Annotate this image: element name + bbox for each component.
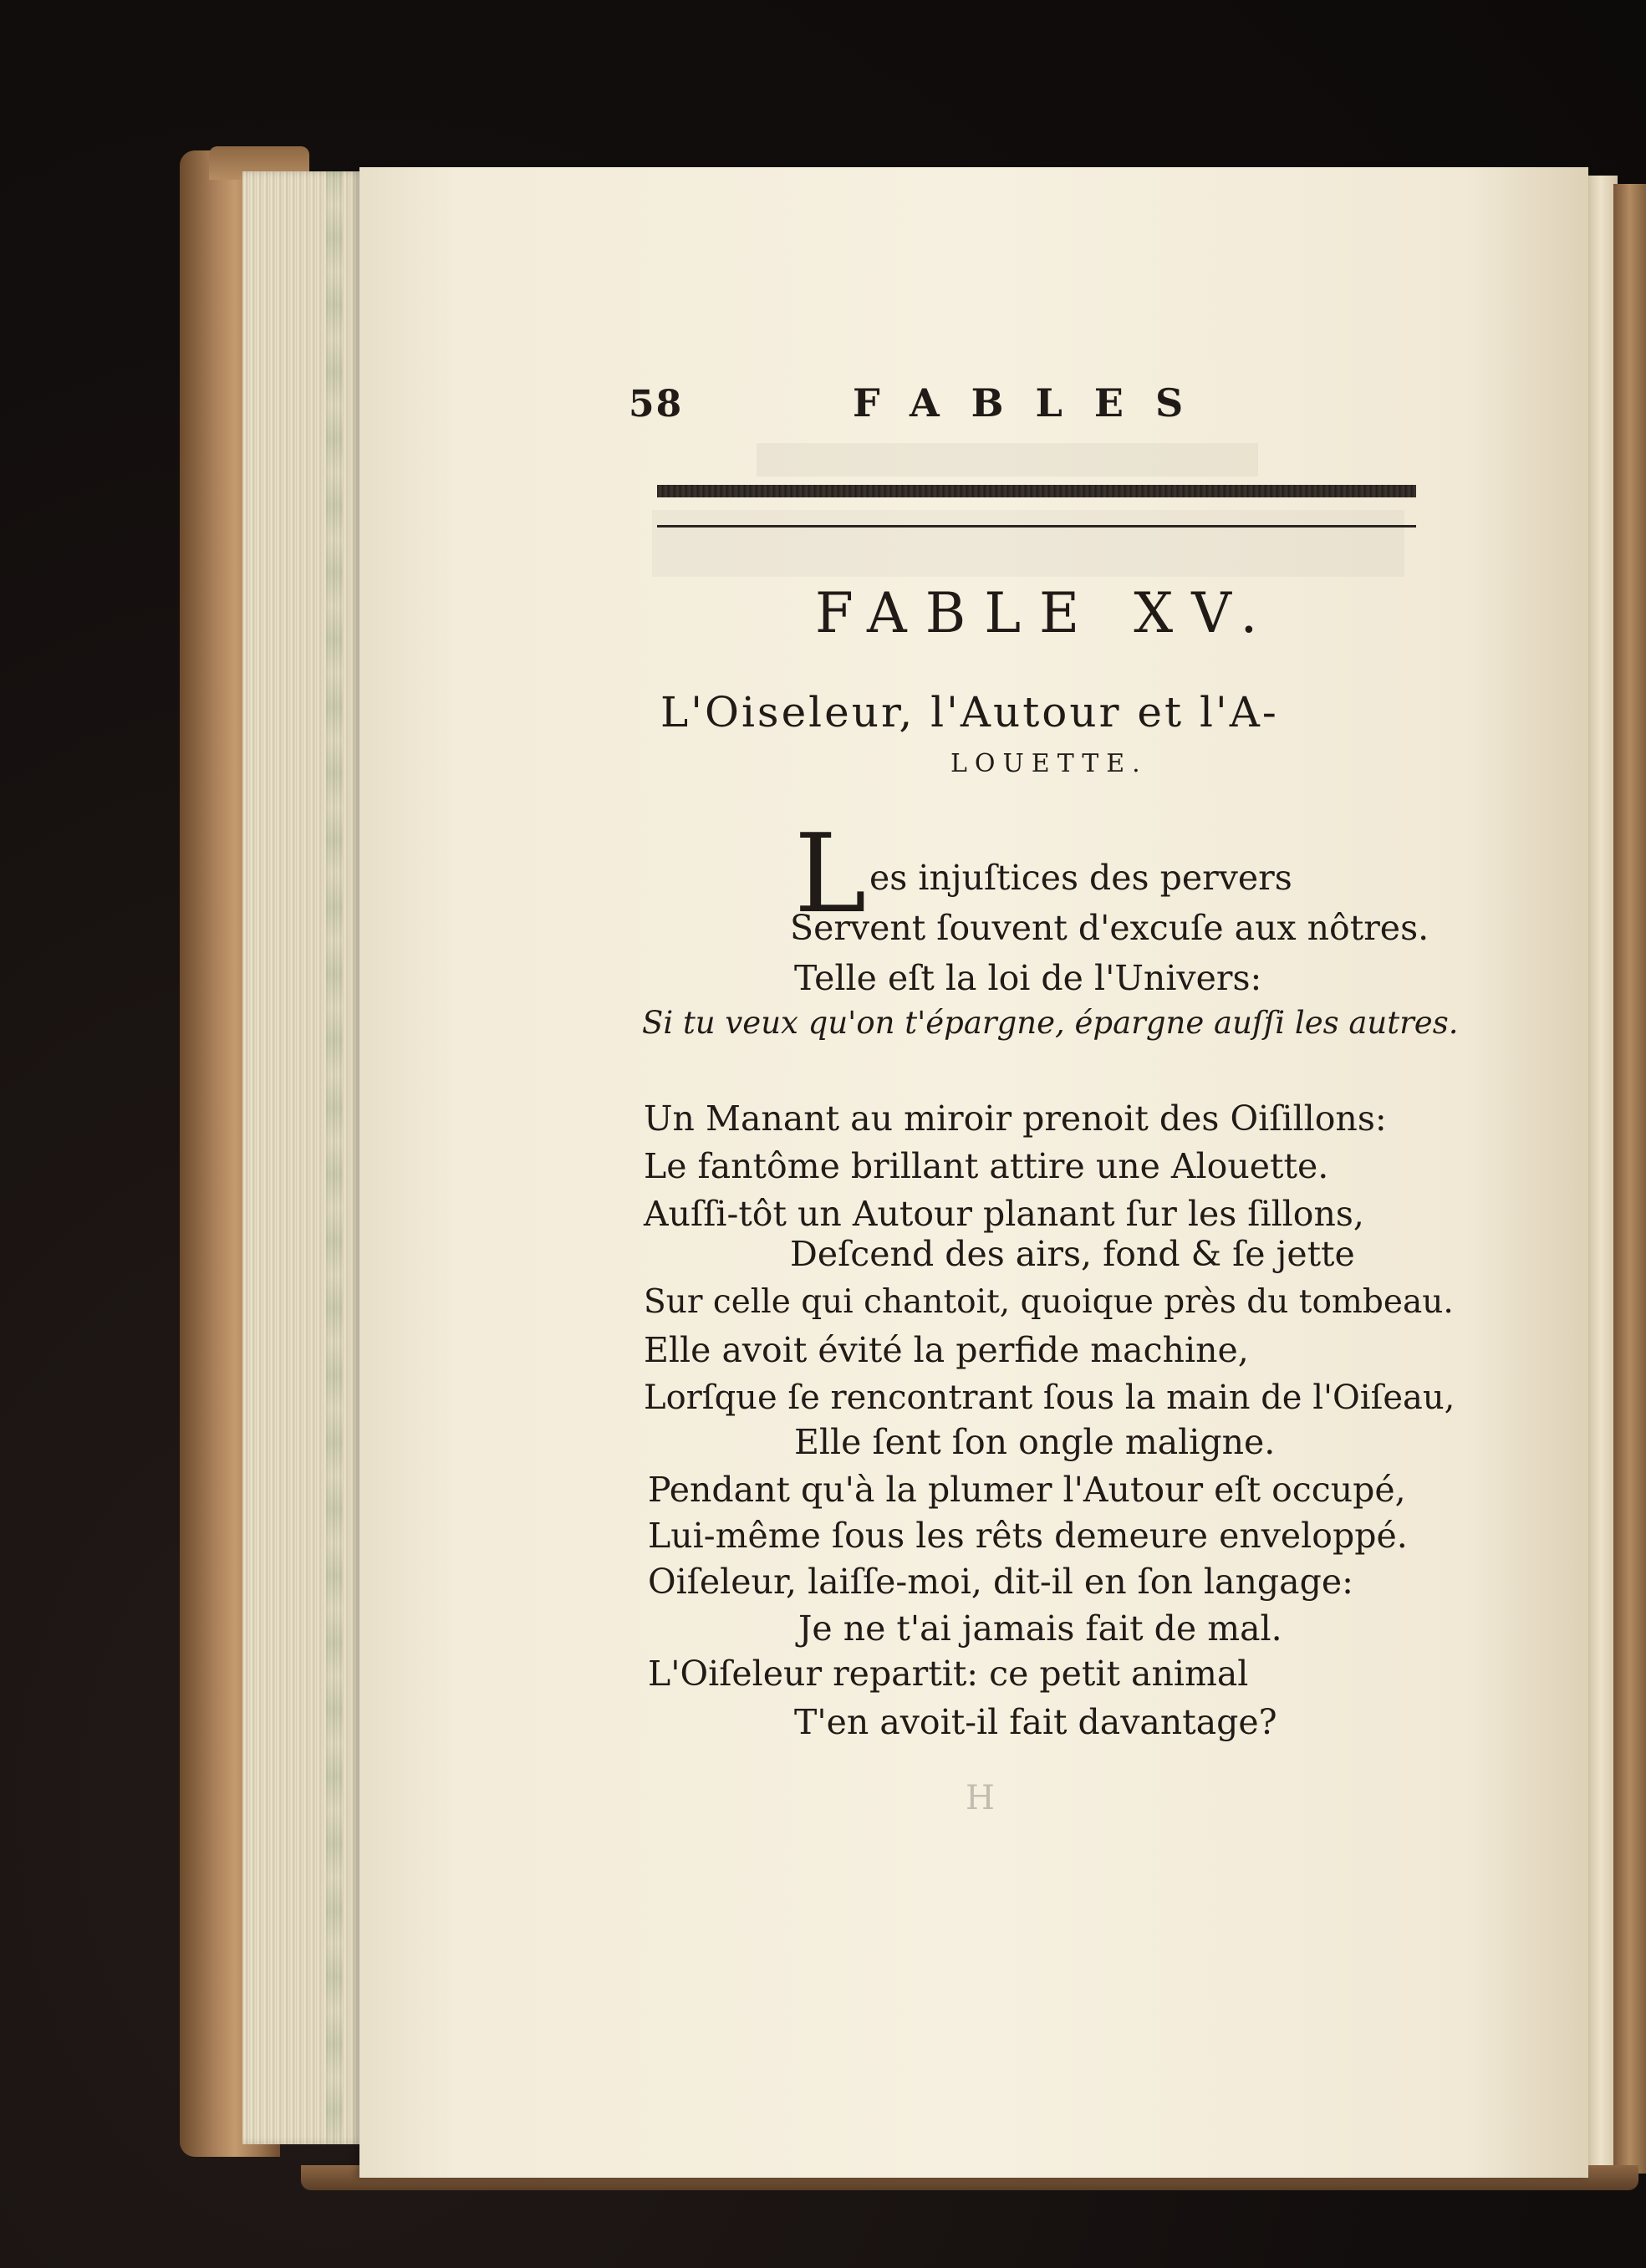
running-head: FABLES — [853, 380, 1215, 426]
story-line: Oiſeleur, laiſſe-moi, dit-il en ſon langage: — [648, 1562, 1353, 1602]
fable-subtitle-line2: LOUETTE. — [950, 749, 1148, 778]
story-line: Elle avoit évité la perfide machine, — [644, 1330, 1249, 1370]
fable-subtitle-line1: L'Oiseleur, l'Autour et l'A- — [660, 688, 1279, 736]
page-edges — [242, 171, 368, 2144]
story-line: Elle ſent ſon ongle maligne. — [794, 1422, 1276, 1462]
moral-line: Servent ſouvent d'excuſe aux nôtres. — [790, 908, 1429, 948]
drop-cap: L — [794, 810, 867, 937]
story-line: Un Manant au miroir prenoit des Oiſillons: — [644, 1098, 1387, 1139]
show-through-shadow — [652, 510, 1404, 577]
story-line: Lui-même ſous les rêts demeure enveloppé. — [648, 1516, 1408, 1556]
facing-page-edge — [1584, 176, 1618, 2174]
signature-mark: H — [966, 1779, 995, 1817]
header-rule-thin — [657, 525, 1416, 528]
story-line: Lorſque ſe rencontrant ſous la main de l'Oiſeau, — [644, 1379, 1455, 1417]
moral-line: Telle eſt la loi de l'Univers: — [794, 958, 1262, 998]
moral-line: es injuſtices des pervers — [869, 858, 1292, 898]
story-line: T'en avoit-il fait davantage? — [794, 1702, 1277, 1742]
story-line: Le fantôme brillant attire une Alouette. — [644, 1146, 1329, 1186]
header-rule-thick — [657, 485, 1416, 497]
story-line: Deſcend des airs, fond & ſe jette — [790, 1234, 1355, 1274]
leather-cover-right — [1613, 184, 1646, 2174]
story-line: Je ne t'ai jamais fait de mal. — [798, 1608, 1282, 1649]
story-line: L'Oiſeleur repartit: ce petit animal — [648, 1654, 1249, 1694]
story-line: Auſſi-tôt un Autour planant ſur les ſillons, — [644, 1194, 1364, 1234]
page-number: 58 — [629, 383, 684, 426]
story-line: Pendant qu'à la plumer l'Autour eſt occupé, — [648, 1470, 1406, 1510]
fable-title: FABLE XV. — [815, 581, 1277, 645]
moral-line: Si tu veux qu'on t'épargne, épargne auſſi les autres. — [642, 1005, 1459, 1041]
page-edge-tint — [326, 171, 343, 2144]
show-through-shadow — [757, 443, 1258, 477]
story-line: Sur celle qui chantoit, quoique près du tombeau. — [644, 1283, 1454, 1321]
